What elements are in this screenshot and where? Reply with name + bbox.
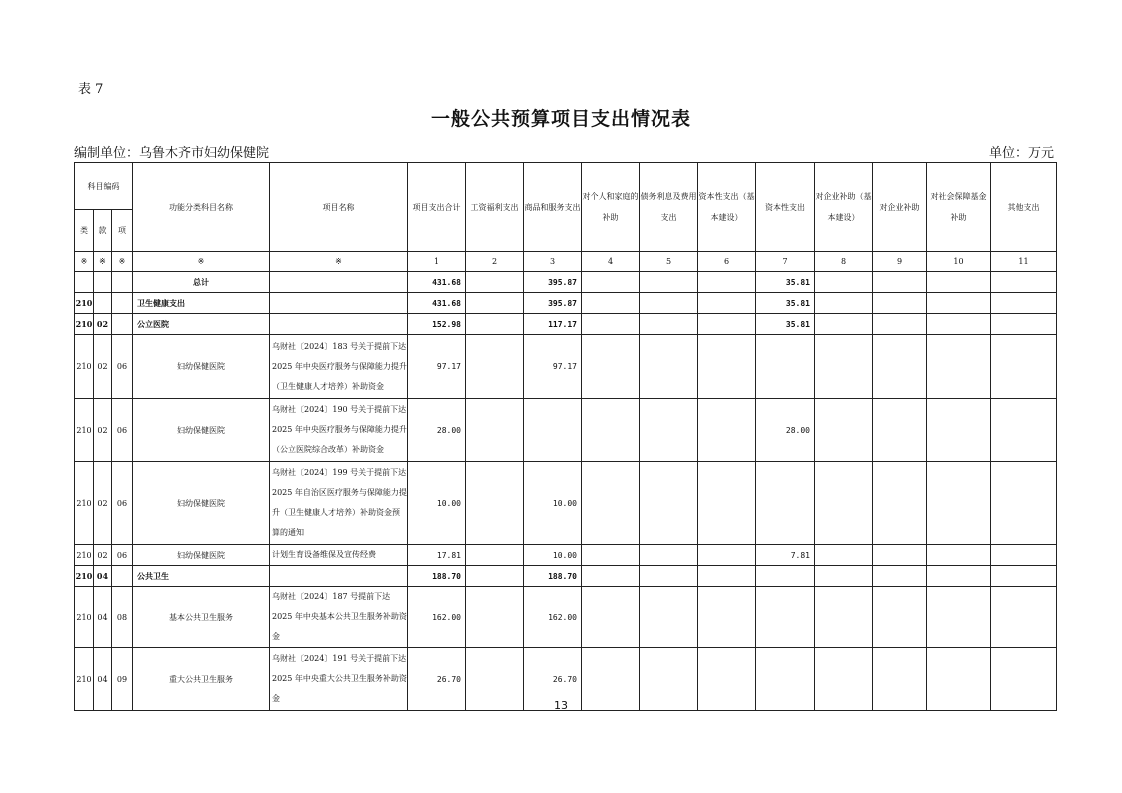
cell-value [582,587,640,648]
cell-func-name: 妇幼保健医院 [133,335,270,399]
table-number: 表 7 [78,82,104,97]
cell-xiang: 06 [112,335,133,399]
cell-project-name [270,566,408,587]
cell-lei: 210 [75,462,94,545]
cell-value [466,545,524,566]
cell-value [466,587,524,648]
cell-value [582,335,640,399]
cell-value: 28.00 [408,399,466,462]
cell-value: 97.17 [408,335,466,399]
cell-value [991,335,1057,399]
cell-value [698,335,756,399]
cell-value [698,399,756,462]
cell-kuan: 02 [94,462,112,545]
cell-project-name: 乌财社〔2024〕190 号关于提前下达 2025 年中央医疗服务与保障能力提升（公立医院综合改革）补助资金 [270,399,408,462]
cell-value [698,272,756,293]
cell-value [466,335,524,399]
cell-kuan: 04 [94,566,112,587]
cell-value: 10.00 [524,462,582,545]
cell-kuan: 04 [94,587,112,648]
index-cell: 7 [756,252,815,272]
cell-value [582,399,640,462]
cell-value: 7.81 [756,545,815,566]
header-col-2: 工资福利支出 [466,163,524,252]
header-func-name: 功能分类科目名称 [133,163,270,252]
cell-value [927,545,991,566]
header-col-11: 其他支出 [991,163,1057,252]
project-expenditure-table [74,162,1057,711]
header-col-10: 对社会保障基金补助 [927,163,991,252]
cell-value [756,335,815,399]
index-cell: 4 [582,252,640,272]
header-col-7: 资本性支出 [756,163,815,252]
cell-value: 35.81 [756,272,815,293]
header-col-1: 项目支出合计 [408,163,466,252]
cell-project-name: 计划生育设备维保及宣传经费 [270,545,408,566]
cell-value [991,272,1057,293]
cell-value [466,566,524,587]
cell-value [927,314,991,335]
cell-value [640,399,698,462]
cell-value [466,293,524,314]
cell-value [873,314,927,335]
header-col-8: 对企业补助（基本建设） [815,163,873,252]
table-row [75,293,1057,314]
cell-project-name: 乌财社〔2024〕183 号关于提前下达 2025 年中央医疗服务与保障能力提升（卫生健康人才培养）补助资金 [270,335,408,399]
header-kuan: 款 [94,210,112,252]
index-cell: ※ [133,252,270,272]
cell-kuan: 02 [94,399,112,462]
page-number: 13 [554,699,568,712]
cell-value [991,545,1057,566]
index-cell: ※ [270,252,408,272]
cell-value [873,566,927,587]
cell-func-name: 妇幼保健医院 [133,545,270,566]
cell-value [873,587,927,648]
cell-func-name: 重大公共卫生服务 [133,648,270,711]
org-unit-row [74,142,1056,161]
cell-value: 35.81 [756,314,815,335]
cell-value [698,545,756,566]
cell-value: 10.00 [408,462,466,545]
cell-value [873,293,927,314]
cell-value [815,293,873,314]
cell-lei: 210 [75,587,94,648]
currency-unit: 单位：万元 [988,146,1054,161]
cell-func-name: 公立医院 [133,314,270,335]
cell-project-name: 乌财社〔2024〕191 号关于提前下达 2025 年中央重大公共卫生服务补助资金 [270,648,408,711]
index-cell: 6 [698,252,756,272]
cell-value [466,399,524,462]
index-cell: 11 [991,252,1057,272]
cell-value [640,335,698,399]
cell-value: 10.00 [524,545,582,566]
header-code-group: 科目编码 [75,163,133,210]
index-cell: 5 [640,252,698,272]
cell-func-name: 公共卫生 [133,566,270,587]
cell-value [466,314,524,335]
cell-kuan: 02 [94,314,112,335]
cell-kuan [94,293,112,314]
header-col-3: 商品和服务支出 [524,163,582,252]
cell-project-name [270,314,408,335]
cell-lei: 210 [75,335,94,399]
cell-func-name: 总计 [133,272,270,293]
header-row-1 [75,163,1057,210]
header-col-9: 对企业补助 [873,163,927,252]
cell-value [815,314,873,335]
cell-lei: 210 [75,545,94,566]
cell-value [640,462,698,545]
cell-value [815,272,873,293]
cell-value [582,545,640,566]
cell-value: 431.68 [408,293,466,314]
cell-xiang [112,272,133,293]
cell-xiang: 09 [112,648,133,711]
cell-project-name: 乌财社〔2024〕187 号提前下达 2025 年中央基本公共卫生服务补助资金 [270,587,408,648]
header-lei: 类 [75,210,94,252]
index-cell: 10 [927,252,991,272]
cell-value [815,399,873,462]
cell-value [582,272,640,293]
cell-project-name [270,272,408,293]
cell-value: 188.70 [524,566,582,587]
cell-value [927,566,991,587]
header-col-4: 对个人和家庭的补助 [582,163,640,252]
cell-func-name: 卫生健康支出 [133,293,270,314]
header-xiang: 项 [112,210,133,252]
index-cell: ※ [112,252,133,272]
cell-value [466,462,524,545]
cell-xiang: 08 [112,587,133,648]
cell-value [815,545,873,566]
cell-lei: 210 [75,566,94,587]
cell-value [698,587,756,648]
index-cell: ※ [75,252,94,272]
cell-value [815,587,873,648]
cell-value [640,272,698,293]
cell-value [698,566,756,587]
cell-value [466,272,524,293]
cell-xiang [112,566,133,587]
cell-value: 395.87 [524,272,582,293]
cell-kuan: 04 [94,648,112,711]
cell-value [927,335,991,399]
cell-value [873,545,927,566]
cell-project-name: 乌财社〔2024〕199 号关于提前下达 2025 年自治区医疗服务与保障能力提升（卫生健康人才培养）补助资金预算的通知 [270,462,408,545]
cell-value: 26.70 [408,648,466,711]
cell-value: 117.17 [524,314,582,335]
header-proj-name: 项目名称 [270,163,408,252]
cell-project-name [270,293,408,314]
cell-value: 162.00 [408,587,466,648]
cell-value [873,399,927,462]
cell-value: 17.81 [408,545,466,566]
cell-value [927,293,991,314]
cell-lei: 210 [75,314,94,335]
cell-value [582,293,640,314]
cell-value [524,399,582,462]
cell-lei: 210 [75,399,94,462]
cell-value: 395.87 [524,293,582,314]
cell-value [640,587,698,648]
cell-value [873,462,927,545]
compiling-org: 编制单位：乌鲁木齐市妇幼保健院 [74,146,270,161]
cell-value [991,293,1057,314]
table-row [75,545,1057,566]
table-row [75,399,1057,462]
cell-value [640,314,698,335]
cell-lei: 210 [75,648,94,711]
table-row [75,462,1057,545]
cell-value [582,314,640,335]
cell-value [927,462,991,545]
index-cell: 3 [524,252,582,272]
cell-value [991,399,1057,462]
cell-value [991,462,1057,545]
cell-xiang: 06 [112,462,133,545]
cell-xiang: 06 [112,399,133,462]
cell-value: 35.81 [756,293,815,314]
table-row [75,314,1057,335]
cell-value: 188.70 [408,566,466,587]
cell-xiang [112,293,133,314]
index-cell: 9 [873,252,927,272]
cell-value [582,462,640,545]
cell-value [927,272,991,293]
cell-value [991,566,1057,587]
cell-value [873,272,927,293]
cell-value: 97.17 [524,335,582,399]
index-row [75,252,1057,272]
cell-xiang: 06 [112,545,133,566]
cell-value: 152.98 [408,314,466,335]
cell-kuan: 02 [94,335,112,399]
table-row [75,566,1057,587]
cell-func-name: 妇幼保健医院 [133,462,270,545]
header-col-5: 债务利息及费用支出 [640,163,698,252]
cell-value [873,335,927,399]
cell-value [698,314,756,335]
cell-value [640,566,698,587]
cell-value [756,566,815,587]
table-row [75,272,1057,293]
cell-value [927,399,991,462]
cell-value [815,462,873,545]
cell-value [991,314,1057,335]
index-cell: 2 [466,252,524,272]
cell-value [756,462,815,545]
cell-kuan [94,272,112,293]
cell-xiang [112,314,133,335]
cell-value: 431.68 [408,272,466,293]
cell-value: 162.00 [524,587,582,648]
cell-value [815,335,873,399]
cell-value [640,293,698,314]
cell-value [698,462,756,545]
cell-lei: 210 [75,293,94,314]
header-col-6: 资本性支出（基本建设） [698,163,756,252]
cell-value [756,587,815,648]
cell-value: 26.70 [524,648,582,711]
cell-value [640,545,698,566]
page-title: 一般公共预算项目支出情况表 [430,108,691,130]
index-cell: 8 [815,252,873,272]
cell-value: 28.00 [756,399,815,462]
cell-func-name: 基本公共卫生服务 [133,587,270,648]
table-row [75,587,1057,648]
cell-value [582,566,640,587]
table-row [75,335,1057,399]
cell-value [698,293,756,314]
index-cell: ※ [94,252,112,272]
cell-value [991,587,1057,648]
cell-value [927,587,991,648]
cell-lei [75,272,94,293]
cell-kuan: 02 [94,545,112,566]
index-cell: 1 [408,252,466,272]
cell-func-name: 妇幼保健医院 [133,399,270,462]
cell-value [815,566,873,587]
